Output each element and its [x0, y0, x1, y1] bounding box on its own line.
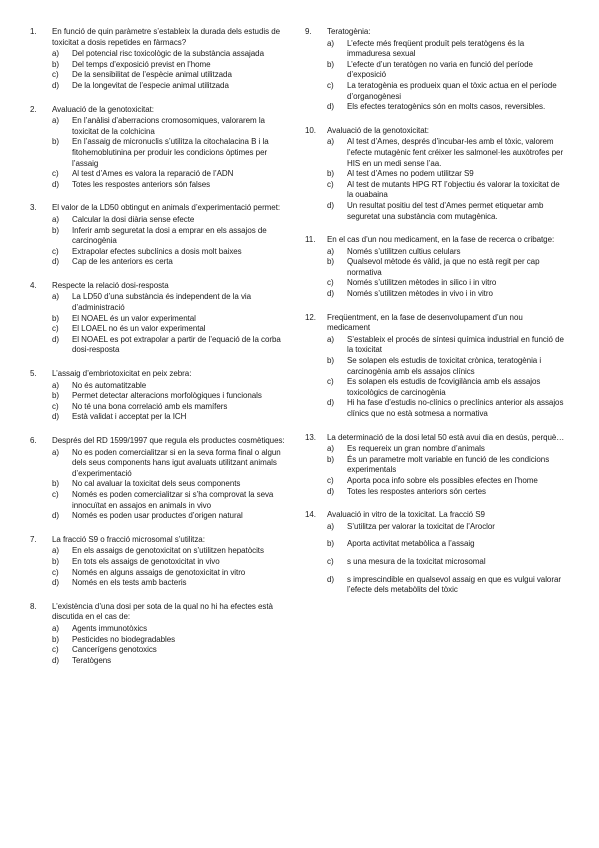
- option-letter: a): [52, 292, 60, 302]
- option-text: Calcular la dosi diària sense efecte: [72, 214, 195, 224]
- option-text: Un resultat positiu del test d’Ames permet etiquetar amb seguretat una substància com mutagènica.: [347, 200, 544, 221]
- question-number: 2.: [30, 104, 37, 114]
- question: [30, 281, 290, 356]
- answer-option: [30, 402, 290, 413]
- answer-option: [30, 180, 290, 191]
- answer-option: [305, 201, 567, 222]
- option-text: Al test d’Ames no podem utilitzar S9: [347, 169, 474, 179]
- option-letter: b): [327, 539, 335, 549]
- option-letter: a): [52, 49, 60, 59]
- option-letter: d): [52, 257, 60, 267]
- question: [305, 235, 567, 300]
- answer-option: [305, 81, 567, 102]
- answer-option: [30, 137, 290, 169]
- question-number: 11.: [305, 235, 316, 245]
- answer-option: [305, 444, 567, 455]
- question: [305, 510, 567, 596]
- option-text: El NOAEL es pot extrapolar a partir de l’equació de la corba dosi-resposta: [72, 334, 281, 355]
- question: [305, 126, 567, 222]
- answer-option: [305, 356, 567, 377]
- question-text: Després del RD 1599/1997 que regula els productes cosmètiques:: [52, 436, 285, 445]
- question-text: La determinació de la dosi letal 50 està avui dia en desús, perquè…: [327, 432, 565, 442]
- option-text: Del temps d’exposició previst en l’home: [72, 59, 211, 69]
- question-number: 7.: [30, 534, 37, 544]
- option-letter: a): [327, 334, 335, 344]
- question-text: En funció de quin paràmetre s’estableix la durada dels estudis de toxicitat a dosis repetides en fàrmacs?: [52, 27, 281, 47]
- question-number: 6.: [30, 436, 37, 445]
- option-letter: c): [327, 278, 334, 288]
- option-text: Es requereix un gran nombre d’animals: [347, 444, 485, 454]
- answer-option: [30, 624, 290, 635]
- answer-option: [305, 575, 567, 596]
- option-letter: c): [327, 475, 334, 485]
- answer-option: [30, 60, 290, 71]
- answer-option: [30, 292, 290, 313]
- option-text: No es poden comercialitzar si en la seva forma final o algun dels seus components hans igut avaluats utilitzant animals d’experimentació: [72, 447, 281, 478]
- question-stem: [305, 126, 567, 137]
- option-text: Teratògens: [72, 655, 112, 665]
- option-letter: b): [327, 169, 335, 179]
- option-text: La LD50 d’una substància és independent de la via d’administració: [72, 292, 252, 313]
- answer-option: [30, 511, 290, 522]
- option-text: s imprescindible en qualsevol assaig en que es vulgui valorar l’efecte dels metabòlits del tòxic: [347, 574, 561, 595]
- answer-option: [30, 412, 290, 423]
- answer-options: [30, 49, 290, 91]
- question: [30, 203, 290, 268]
- option-letter: c): [52, 246, 59, 256]
- answer-option: [30, 568, 290, 579]
- answer-option: [30, 215, 290, 226]
- option-text: Al test d’Ames es valora la reparació de l’ADN: [72, 169, 234, 179]
- option-text: La teratogènia es produeix quan el tòxic actua en el període d’organogènesi: [347, 80, 557, 101]
- answer-option: [305, 257, 567, 278]
- answer-option: [305, 180, 567, 201]
- option-text: S’estableix el procés de síntesi química industrial en funció de la toxicitat: [347, 334, 564, 355]
- question-number: 12.: [305, 312, 316, 322]
- option-letter: c): [327, 80, 334, 90]
- question-stem: [30, 436, 290, 447]
- option-text: Només en els tests amb bacteris: [72, 578, 187, 588]
- answer-option: [305, 102, 567, 113]
- option-letter: c): [52, 169, 59, 179]
- option-text: Només es poden usar productes d’origen natural: [72, 511, 243, 521]
- answer-option: [305, 137, 567, 169]
- question-number: 5.: [30, 369, 37, 379]
- question-number: 10.: [305, 125, 316, 135]
- option-letter: b): [327, 356, 335, 366]
- option-letter: b): [52, 59, 60, 69]
- answer-option: [30, 635, 290, 646]
- option-text: L’efecte més freqüent produït pels teratògens és la immaduresa sexual: [347, 38, 525, 59]
- option-letter: b): [52, 556, 60, 566]
- question-text: Respecte la relació dosi-resposta: [52, 280, 169, 290]
- answer-options: [305, 137, 567, 222]
- question: [30, 105, 290, 191]
- option-text: Agents immunotòxics: [72, 623, 148, 633]
- option-text: Només s’utilitzen mètodes in silico i in vitro: [347, 278, 497, 288]
- answer-option: [30, 49, 290, 60]
- question-stem: [305, 27, 567, 38]
- question-stem: [30, 535, 290, 546]
- option-letter: a): [327, 137, 335, 147]
- question-text: Freqüentment, en la fase de desenvolupament d’un nou medicament: [327, 312, 523, 333]
- answer-option: [305, 289, 567, 300]
- question-stem: [30, 27, 290, 48]
- answer-option: [30, 226, 290, 247]
- question: [305, 433, 567, 498]
- option-text: En l’anàlisi d’aberracions cromosomiques, valorarem la toxicitat de la colchicina: [72, 116, 265, 136]
- option-letter: c): [52, 567, 59, 577]
- option-text: Només s’utilitzen cultius celulars: [347, 246, 461, 256]
- option-text: Aporta activitat metabòlica a l’assaig: [347, 539, 475, 549]
- option-text: De la longevitat de l’especie animal utilitzada: [72, 80, 229, 90]
- option-text: L’efecte d’un teratògen no varia en funció del període d’exposició: [347, 59, 533, 80]
- answer-option: [30, 257, 290, 268]
- answer-option: [305, 377, 567, 398]
- option-letter: a): [52, 116, 60, 126]
- left-column: [30, 27, 290, 679]
- answer-options: [30, 448, 290, 522]
- option-text: En tots els assaigs de genotoxicitat in vivo: [72, 556, 220, 566]
- option-text: El NOAEL és un valor experimental: [72, 313, 196, 323]
- question: [30, 369, 290, 423]
- question-text: Avaluació de la genotoxicitat:: [52, 104, 154, 114]
- answer-option: [305, 455, 567, 476]
- option-letter: b): [52, 225, 60, 235]
- question: [30, 27, 290, 92]
- option-text: Cancerígens genotoxics: [72, 645, 157, 655]
- option-letter: c): [52, 645, 59, 655]
- answer-option: [30, 391, 290, 402]
- option-text: Només en alguns assaigs de genotoxicitat in vitro: [72, 567, 246, 577]
- answer-options: [30, 292, 290, 356]
- option-letter: a): [52, 380, 60, 390]
- question-number: 14.: [305, 510, 316, 520]
- question: [30, 436, 290, 522]
- option-letter: d): [327, 289, 335, 299]
- option-letter: c): [52, 489, 59, 499]
- question: [30, 602, 290, 667]
- option-text: Se solapen els estudis de toxicitat crònica, teratogènia i carcinogènia amb els assajos clínics: [347, 356, 542, 376]
- answer-option: [305, 335, 567, 356]
- answer-option: [30, 381, 290, 392]
- option-letter: d): [52, 655, 60, 665]
- answer-option: [30, 578, 290, 589]
- option-letter: d): [52, 80, 60, 90]
- answer-options: [30, 381, 290, 423]
- option-letter: c): [52, 324, 59, 334]
- option-letter: c): [327, 179, 334, 189]
- question-text: En el cas d’un nou medicament, en la fase de recerca o cribatge:: [327, 235, 555, 245]
- option-text: Els efectes teratogènics són en molts casos, reversibles.: [347, 102, 546, 112]
- option-text: Permet detectar alteracions morfològiques i funcionals: [72, 391, 262, 401]
- option-letter: a): [52, 447, 60, 457]
- option-text: Es solapen els estudis de fcovigilància amb els assajos toxicològics de carcinogènia: [347, 377, 541, 397]
- question-number: 4.: [30, 280, 37, 290]
- option-letter: a): [52, 623, 60, 633]
- question-text: Avaluació in vitro de la toxicitat. La fracció S9: [327, 510, 485, 520]
- question-stem: [30, 369, 290, 380]
- option-letter: d): [327, 102, 335, 112]
- answer-option: [30, 448, 290, 480]
- answer-option: [30, 116, 290, 137]
- option-letter: a): [327, 444, 335, 454]
- question-number: 8.: [30, 601, 37, 611]
- option-text: Hi ha fase d’estudis no-clínics o preclínics anterior als assajos clínics que no està sotmesa a normativa: [347, 398, 564, 418]
- answer-option: [30, 314, 290, 325]
- question: [30, 535, 290, 589]
- question-number: 13.: [305, 432, 316, 442]
- question-stem: [30, 203, 290, 214]
- option-text: No és automatitzable: [72, 380, 147, 390]
- answer-option: [305, 60, 567, 81]
- right-column: [305, 27, 567, 609]
- answer-option: [305, 539, 567, 550]
- question-number: 1.: [30, 27, 37, 36]
- option-letter: c): [52, 401, 59, 411]
- option-letter: b): [52, 313, 60, 323]
- option-letter: a): [327, 521, 335, 531]
- answer-option: [305, 476, 567, 487]
- option-text: Aporta poca info sobre els possibles efectes en l’home: [347, 475, 538, 485]
- option-text: En l’assaig de micronuclis s’utilitza la citochalacina B i la fitohemoblutinina per produir les condicions òptimes per l’assaig: [72, 137, 269, 168]
- answer-option: [305, 522, 567, 533]
- answer-option: [305, 557, 567, 568]
- answer-option: [30, 645, 290, 656]
- answer-options: [30, 215, 290, 268]
- question-text: La fracció S9 o fracció microsomal s’utilitza:: [52, 534, 205, 544]
- option-text: Està validat i acceptat per la ICH: [72, 412, 187, 422]
- option-letter: a): [327, 246, 335, 256]
- answer-options: [30, 546, 290, 588]
- option-text: Cap de les anteriors es certa: [72, 257, 173, 267]
- question-stem: [305, 510, 567, 521]
- answer-options: [305, 522, 567, 596]
- answer-option: [30, 169, 290, 180]
- question: [305, 313, 567, 420]
- option-letter: d): [327, 200, 335, 210]
- answer-options: [305, 444, 567, 497]
- option-letter: c): [327, 556, 334, 566]
- option-text: Extrapolar efectes subclínics a dosis molt baixes: [72, 246, 242, 256]
- option-letter: d): [52, 578, 60, 588]
- answer-option: [30, 546, 290, 557]
- answer-option: [30, 81, 290, 92]
- option-text: Al test de mutants HPG RT l’objectiu és valorar la toxicitat de la ouabaina: [347, 179, 560, 200]
- question-number: 3.: [30, 203, 37, 213]
- question-stem: [30, 281, 290, 292]
- option-letter: a): [52, 214, 60, 224]
- answer-option: [30, 70, 290, 81]
- question-stem: [305, 313, 567, 334]
- option-letter: c): [327, 377, 334, 387]
- answer-options: [305, 39, 567, 113]
- answer-option: [305, 278, 567, 289]
- option-text: s una mesura de la toxicitat microsomal: [347, 556, 486, 566]
- option-letter: a): [52, 546, 60, 556]
- option-text: Totes les respostes anteriors són falses: [72, 179, 211, 189]
- option-letter: b): [52, 479, 60, 489]
- answer-options: [305, 247, 567, 300]
- option-letter: d): [52, 412, 60, 422]
- answer-option: [305, 169, 567, 180]
- option-text: Només es poden comercialitzar si s’ha comprovat la seva innocuïtat en assajos en animals in vivo: [72, 489, 274, 510]
- answer-option: [30, 557, 290, 568]
- option-letter: d): [327, 398, 335, 408]
- option-text: Al test d’Ames, després d’incubar-les amb el tòxic, valorem l’efecte mutagènic fent créixer les salmonel·les auxòtrofes per HIS en un medi sense l’aa.: [347, 137, 564, 168]
- question-text: Avaluació de la genotoxicitat:: [327, 125, 429, 135]
- question-text: L’assaig d’embriotoxicitat en peix zebra:: [52, 369, 192, 379]
- option-letter: d): [52, 334, 60, 344]
- option-text: Totes les respostes anteriors són certes: [347, 486, 486, 496]
- option-text: De la sensibilitat de l’espècie animal utilitzada: [72, 70, 232, 80]
- answer-options: [305, 335, 567, 420]
- answer-options: [30, 624, 290, 666]
- option-letter: c): [52, 70, 59, 80]
- option-text: El LOAEL no és un valor experimental: [72, 324, 206, 334]
- option-letter: a): [327, 38, 335, 48]
- question-text: L’existència d’una dosi per sota de la qual no hi ha efectes està discutida en el cas de:: [52, 601, 273, 622]
- answer-option: [305, 247, 567, 258]
- answer-option: [305, 487, 567, 498]
- option-letter: b): [327, 454, 335, 464]
- answer-option: [30, 335, 290, 356]
- question-stem: [30, 105, 290, 116]
- option-letter: b): [52, 391, 60, 401]
- question-stem: [30, 602, 290, 623]
- option-text: No té una bona correlació amb els mamífers: [72, 401, 228, 411]
- answer-option: [30, 324, 290, 335]
- answer-option: [305, 39, 567, 60]
- option-letter: d): [52, 179, 60, 189]
- question-stem: [305, 433, 567, 444]
- option-letter: b): [52, 137, 60, 147]
- option-letter: d): [327, 486, 335, 496]
- option-text: No cal avaluar la toxicitat dels seus components: [72, 479, 241, 489]
- option-letter: b): [327, 257, 335, 267]
- answer-options: [30, 116, 290, 190]
- option-text: Pesticides no biodegradables: [72, 634, 176, 644]
- answer-option: [30, 479, 290, 490]
- option-letter: d): [327, 574, 335, 584]
- question-text: Teratogènia:: [327, 27, 371, 36]
- answer-option: [30, 490, 290, 511]
- answer-option: [30, 247, 290, 258]
- question-number: 9.: [305, 27, 312, 36]
- option-text: Inferir amb seguretat la dosi a emprar en els assajos de carcinogènia: [72, 225, 267, 246]
- option-text: Qualsevol mètode és vàlid, ja que no està regit per cap normativa: [347, 257, 540, 277]
- option-text: Del potencial risc toxicològic de la substància assajada: [72, 49, 264, 59]
- option-letter: d): [52, 511, 60, 521]
- answer-option: [305, 398, 567, 419]
- question: [305, 27, 567, 113]
- option-letter: b): [327, 59, 335, 69]
- option-text: En els assaigs de genotoxicitat on s’utilitzen hepatòcits: [72, 546, 264, 556]
- question-text: El valor de la LD50 obtingut en animals d’experimentació permet:: [52, 203, 281, 213]
- option-text: S’utilitza per valorar la toxicitat de l’Aroclor: [347, 521, 495, 531]
- option-text: Només s’utilitzen mètodes in vivo i in vitro: [347, 289, 493, 299]
- option-letter: b): [52, 634, 60, 644]
- option-text: És un parametre molt variable en funció de les condicions experimentals: [347, 454, 550, 475]
- question-stem: [305, 235, 567, 246]
- answer-option: [30, 656, 290, 667]
